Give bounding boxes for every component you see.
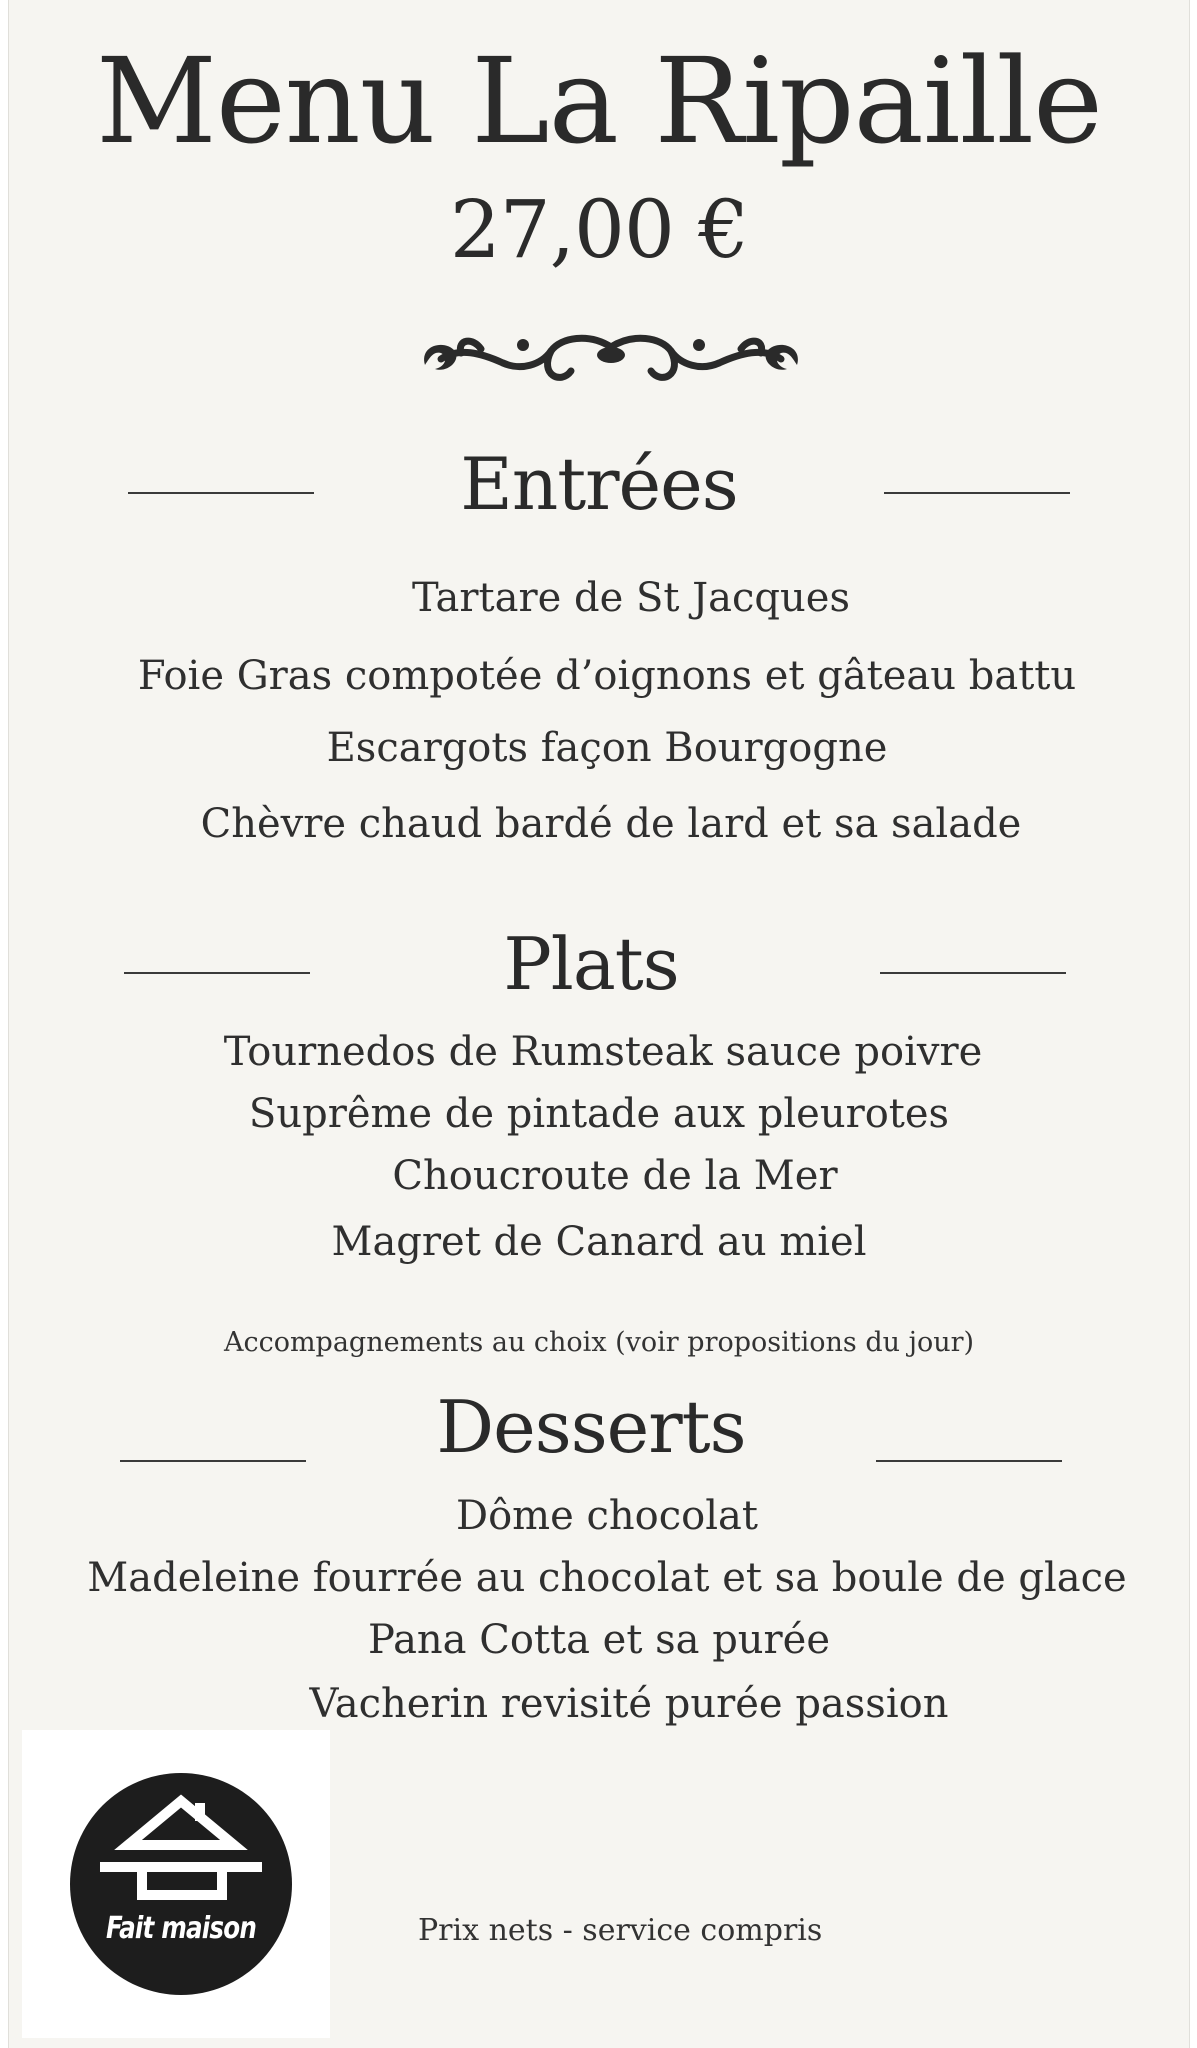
menu-item: Escargots façon Bourgogne	[326, 725, 888, 771]
section-title-plats: Plats	[503, 922, 679, 1006]
menu-item: Foie Gras compotée d’oignons et gâteau battu	[137, 653, 1077, 699]
menu-item: Tournedos de Rumsteak sauce poivre	[223, 1029, 983, 1075]
menu-item: Vacherin revisité purée passion	[309, 1681, 949, 1727]
menu-item: Pana Cotta et sa purée	[367, 1617, 831, 1663]
accompaniment-note: Accompagnements au choix (voir propositions du jour)	[223, 1327, 975, 1358]
menu-item: Chèvre chaud bardé de lard et sa salade	[200, 801, 1022, 847]
menu-title: Menu La Ripaille	[96, 32, 1102, 170]
logo-text: Fait maison	[105, 1911, 257, 1946]
menu-price: 27,00 €	[449, 183, 749, 276]
logo-circle	[70, 1773, 292, 1995]
menu-item: Magret de Canard au miel	[331, 1219, 867, 1265]
menu-item: Tartare de St Jacques	[411, 575, 850, 621]
menu-item: Suprême de pintade aux pleurotes	[248, 1091, 950, 1137]
menu-item: Dôme chocolat	[456, 1493, 758, 1539]
menu-item: Madeleine fourrée au chocolat et sa boule de glace	[87, 1555, 1127, 1601]
ornament-divider-icon	[411, 325, 811, 387]
house-icon	[70, 1773, 292, 1995]
price-note: Prix nets - service compris	[418, 1913, 823, 1948]
section-title-entrees: Entrées	[460, 442, 738, 526]
fait-maison-logo	[22, 1730, 330, 2038]
menu-item: Choucroute de la Mer	[392, 1153, 838, 1199]
section-title-desserts: Desserts	[436, 1385, 746, 1469]
